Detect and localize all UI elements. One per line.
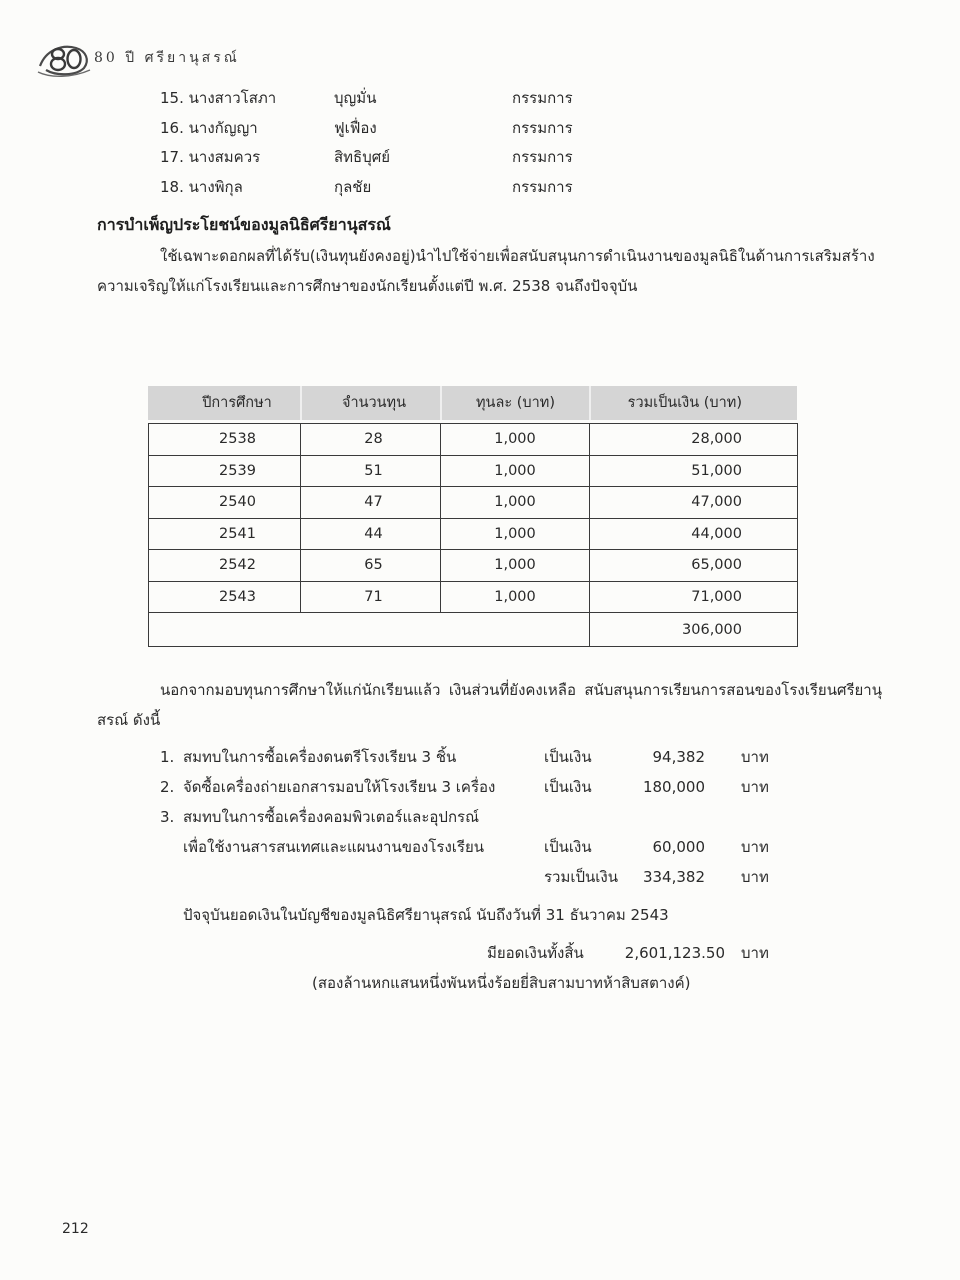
table-row <box>149 550 798 582</box>
balance-unit: บาท <box>741 944 769 962</box>
cell-each: 1,000 <box>441 424 590 456</box>
table-row <box>149 487 798 519</box>
item-description: สมทบในการซื้อเครื่องดนตรีโรงเรียน 3 ชิ้น <box>183 748 457 766</box>
item-unit: บาท <box>741 748 769 766</box>
item-number: 2. <box>160 778 175 796</box>
committee-role: กรรมการ <box>512 178 573 196</box>
cell-year: 2542 <box>149 550 301 582</box>
cell-count: 28 <box>301 424 441 456</box>
cell-total: 51,000 <box>590 455 798 487</box>
committee-role: กรรมการ <box>512 89 573 107</box>
balance-statement: ปัจจุบันยอดเงินในบัญชีของมูลนิธิศรียานุสรณ์ นับถึงวันที่ 31 ธันวาคม 2543 <box>183 906 669 924</box>
committee-number: 17. <box>160 148 184 166</box>
committee-number: 16. <box>160 119 184 137</box>
item-amount-label: เป็นเงิน <box>544 748 592 766</box>
item-number: 1. <box>160 748 175 766</box>
committee-surname: สิทธิบุศย์ <box>334 148 391 166</box>
cell-year: 2541 <box>149 518 301 550</box>
cell-each: 1,000 <box>441 518 590 550</box>
header-amount-each: ทุนละ (บาท) <box>440 386 589 420</box>
committee-role: กรรมการ <box>512 148 573 166</box>
item-unit: บาท <box>741 838 769 856</box>
header-academic-year: ปีการศึกษา <box>202 395 272 411</box>
cell-total: 47,000 <box>590 487 798 519</box>
cell-count: 71 <box>301 581 441 613</box>
item-description-continued: เพื่อใช้งานสารสนเทศและแผนงานของโรงเรียน <box>183 838 484 856</box>
header-scholarship-count: จำนวนทุน <box>300 386 440 420</box>
total-empty-cell <box>149 613 590 647</box>
balance-label: มียอดเงินทั้งสิ้น <box>487 944 584 962</box>
committee-first-name: นางสมควร <box>188 148 261 166</box>
committee-surname: กุลชัย <box>334 178 372 196</box>
balance-amount: 2,601,123.50 <box>624 944 725 962</box>
item-unit: บาท <box>741 778 769 796</box>
item-amount: 94,382 <box>652 748 705 766</box>
cell-count: 47 <box>301 487 441 519</box>
benefit-intro-paragraph: ใช้เฉพาะดอกผลที่ได้รับ(เงินทุนยังคงอยู่)นำไปใช้จ่ายเพื่อสนับสนุนการดำเนินงานของมูลนิธิในด้านการเสริมสร้างความเจริญให้แก่โรงเรียนและการศึกษาของนักเรียนตั้งแต่ปี พ.ศ. 2538 จนถึงปัจจุบัน <box>97 247 875 295</box>
cell-count: 65 <box>301 550 441 582</box>
page-number: 212 <box>62 1221 89 1237</box>
table-row <box>149 581 798 613</box>
cell-each: 1,000 <box>441 550 590 582</box>
committee-first-name: นางสาวโสภา <box>188 89 277 107</box>
item-description: จัดซื้อเครื่องถ่ายเอกสารมอบให้โรงเรียน 3 เครื่อง <box>183 778 496 796</box>
committee-member-name <box>160 118 258 138</box>
table-total-row <box>149 613 798 647</box>
cell-year: 2538 <box>149 424 301 456</box>
balance-in-words: (สองล้านหกแสนหนึ่งพันหนึ่งร้อยยี่สิบสามบาทห้าสิบสตางค์) <box>312 974 691 992</box>
support-intro-paragraph: นอกจากมอบทุนการศึกษาให้แก่นักเรียนแล้ว เงินส่วนที่ยังคงเหลือ สนับสนุนการเรียนการสอนของโรงเรียนศรียานุสรณ์ ดังนี้ <box>97 681 882 729</box>
cell-each: 1,000 <box>441 581 590 613</box>
support-total-label: รวมเป็นเงิน <box>544 868 618 886</box>
running-header-title: 80 ปี ศรียานุสรณ์ <box>94 50 240 66</box>
item-amount-label: เป็นเงิน <box>544 778 592 796</box>
table-row <box>149 455 798 487</box>
support-total-amount: 334,382 <box>642 868 705 886</box>
committee-surname: บุญมั่น <box>334 89 377 107</box>
committee-member-name <box>160 147 260 167</box>
item-amount-label: เป็นเงิน <box>544 838 592 856</box>
cell-total: 28,000 <box>590 424 798 456</box>
committee-first-name: นางกัญญา <box>188 119 258 137</box>
cell-year: 2539 <box>149 455 301 487</box>
item-description: สมทบในการซื้อเครื่องคอมพิวเตอร์และอุปกรณ์ <box>183 808 480 826</box>
section-heading: การบำเพ็ญประโยชน์ของมูลนิธิศรียานุสรณ์ <box>97 215 391 234</box>
committee-number: 15. <box>160 89 184 107</box>
committee-role: กรรมการ <box>512 119 573 137</box>
cell-total: 44,000 <box>590 518 798 550</box>
cell-each: 1,000 <box>441 455 590 487</box>
item-amount: 60,000 <box>652 838 705 856</box>
support-total-unit: บาท <box>741 868 769 886</box>
cell-total: 71,000 <box>590 581 798 613</box>
item-amount: 180,000 <box>642 778 705 796</box>
cell-count: 44 <box>301 518 441 550</box>
committee-member-name <box>160 88 276 108</box>
cell-count: 51 <box>301 455 441 487</box>
anniversary-logo-icon <box>36 36 92 78</box>
cell-total: 65,000 <box>590 550 798 582</box>
cell-year: 2543 <box>149 581 301 613</box>
cell-each: 1,000 <box>441 487 590 519</box>
committee-surname: ฟูเฟื่อง <box>334 119 377 137</box>
table-row <box>149 424 798 456</box>
header-total-amount: รวมเป็นเงิน (บาท) <box>589 386 797 420</box>
scholarship-table-header <box>148 386 797 420</box>
cell-grand-total: 306,000 <box>590 613 798 647</box>
table-row <box>149 518 798 550</box>
committee-member-name <box>160 177 243 197</box>
cell-year: 2540 <box>149 487 301 519</box>
item-number: 3. <box>160 808 175 826</box>
committee-first-name: นางพิกุล <box>188 178 243 196</box>
scholarship-table <box>148 423 798 647</box>
committee-number: 18. <box>160 178 184 196</box>
